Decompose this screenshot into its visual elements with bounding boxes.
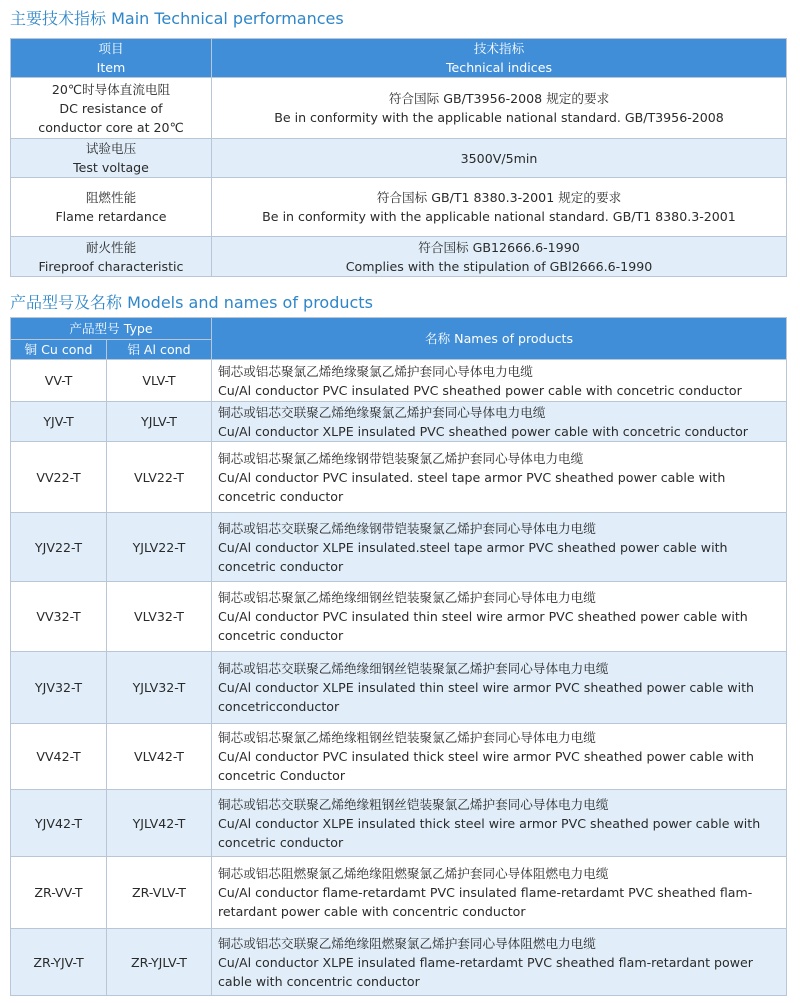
- section-title-models: 产品型号及名称 Models and names of products: [10, 293, 373, 312]
- cu-model-cell: VV32-T: [11, 582, 107, 652]
- table-row: [11, 442, 787, 513]
- cu-model-cell: YJV22-T: [11, 513, 107, 582]
- table-row: [11, 78, 787, 139]
- al-model-cell: YJLV32-T: [107, 652, 212, 724]
- technical-performance-table: [10, 38, 787, 277]
- item-cell: 试验电压 Test voltage: [11, 139, 212, 178]
- product-name-cell: 铜芯或铝芯交联聚乙烯绝缘粗钢丝铠装聚氯乙烯护套同心导体电力电缆 Cu/Al conductor XLPE insulated thick steel wire armor PVC sheathed power cable with concetric conductor: [212, 790, 787, 857]
- table-row: [11, 790, 787, 857]
- header-names: 名称 Names of products: [212, 318, 787, 360]
- value-cell: 符合国标 GB/T1 8380.3-2001 规定的要求 Be in conformity with the applicable national standard. GB/T1 8380.3-2001: [212, 178, 787, 237]
- al-model-cell: YJLV22-T: [107, 513, 212, 582]
- table-row: [11, 652, 787, 724]
- technical-table-header: [11, 39, 787, 78]
- product-name-cell: 铜芯或铝芯交联聚乙烯绝缘细钢丝铠装聚氯乙烯护套同心导体电力电缆 Cu/Al conductor XLPE insulated thin steel wire armor PVC sheathed power cable with concetricconductor: [212, 652, 787, 724]
- table-row: [11, 237, 787, 277]
- al-model-cell: YJLV-T: [107, 402, 212, 442]
- table-row: [11, 402, 787, 442]
- product-name-cell: 铜芯或铝芯阻燃聚氯乙烯绝缘阻燃聚氯乙烯护套同心导体阻燃电力电缆 Cu/Al conductor flame-retardamt PVC insulated flame-retardamt PVC sheathed flam-retardant power cable with concentric conductor: [212, 857, 787, 929]
- section-title-technical: 主要技术指标 Main Technical performances: [10, 9, 344, 28]
- al-model-cell: ZR-VLV-T: [107, 857, 212, 929]
- table-row: [11, 513, 787, 582]
- item-cell: 阻燃性能 Flame retardance: [11, 178, 212, 237]
- item-cell: 耐火性能 Fireproof characteristic: [11, 237, 212, 277]
- table-row: [11, 360, 787, 402]
- al-model-cell: VLV32-T: [107, 582, 212, 652]
- table-row: [11, 929, 787, 996]
- cu-model-cell: VV22-T: [11, 442, 107, 513]
- header-cu-cond: 铜 Cu cond: [11, 340, 107, 360]
- header-al-cond: 铝 Al cond: [107, 340, 212, 360]
- cu-model-cell: YJV-T: [11, 402, 107, 442]
- item-cell: 20℃时导体直流电阻 DC resistance of conductor core at 20℃: [11, 78, 212, 139]
- cu-model-cell: ZR-YJV-T: [11, 929, 107, 996]
- al-model-cell: YJLV42-T: [107, 790, 212, 857]
- al-model-cell: VLV-T: [107, 360, 212, 402]
- header-type: 产品型号 Type: [11, 318, 212, 340]
- cu-model-cell: VV-T: [11, 360, 107, 402]
- value-cell: 3500V/5min: [212, 139, 787, 178]
- header-technical-indices: 技术指标 Technical indices: [212, 39, 787, 78]
- cu-model-cell: VV42-T: [11, 724, 107, 790]
- product-name-cell: 铜芯或铝芯聚氯乙烯绝缘粗钢丝铠装聚氯乙烯护套同心导体电力电缆 Cu/Al conductor PVC insulated thick steel wire armor PVC sheathed power cable with concetric Conductor: [212, 724, 787, 790]
- value-cell: 符合国标 GB12666.6-1990 Complies with the stipulation of GBl2666.6-1990: [212, 237, 787, 277]
- product-models-table: [10, 317, 787, 996]
- al-model-cell: ZR-YJLV-T: [107, 929, 212, 996]
- models-table-header: [11, 318, 787, 340]
- al-model-cell: VLV22-T: [107, 442, 212, 513]
- table-row: [11, 139, 787, 178]
- cu-model-cell: ZR-VV-T: [11, 857, 107, 929]
- product-name-cell: 铜芯或铝芯交联聚乙烯绝缘钢带铠装聚氯乙烯护套同心导体电力电缆 Cu/Al conductor XLPE insulated.steel tape armor PVC sheathed power cable with concetric conductor: [212, 513, 787, 582]
- product-name-cell: 铜芯或铝芯聚氯乙烯绝缘钢带铠装聚氯乙烯护套同心导体电力电缆 Cu/Al conductor PVC insulated. steel tape armor PVC sheathed power cable with concetric conductor: [212, 442, 787, 513]
- al-model-cell: VLV42-T: [107, 724, 212, 790]
- table-row: [11, 724, 787, 790]
- cu-model-cell: YJV32-T: [11, 652, 107, 724]
- cu-model-cell: YJV42-T: [11, 790, 107, 857]
- header-item: 项目 Item: [11, 39, 212, 78]
- product-name-cell: 铜芯或铝芯聚氯乙烯绝缘细钢丝铠装聚氯乙烯护套同心导体电力电缆 Cu/Al conductor PVC insulated thin steel wire armor PVC sheathed power cable with concetric conductor: [212, 582, 787, 652]
- value-cell: 符合国际 GB/T3956-2008 规定的要求 Be in conformity with the applicable national standard. GB/T3956-2008: [212, 78, 787, 139]
- table-row: [11, 857, 787, 929]
- table-row: [11, 582, 787, 652]
- product-name-cell: 铜芯或铝芯交联聚乙烯绝缘聚氯乙烯护套同心导体电力电缆 Cu/Al conductor XLPE insulated PVC sheathed power cable with concetric conductor: [212, 402, 787, 442]
- product-name-cell: 铜芯或铝芯聚氯乙烯绝缘聚氯乙烯护套同心导体电力电缆 Cu/Al conductor PVC insulated PVC sheathed power cable with concetric conductor: [212, 360, 787, 402]
- product-name-cell: 铜芯或铝芯交联聚乙烯绝缘阻燃聚氯乙烯护套同心导体阻燃电力电缆 Cu/Al conductor XLPE insulated flame-retardamt PVC sheathed flam-retardant power cable with concentric conductor: [212, 929, 787, 996]
- table-row: [11, 178, 787, 237]
